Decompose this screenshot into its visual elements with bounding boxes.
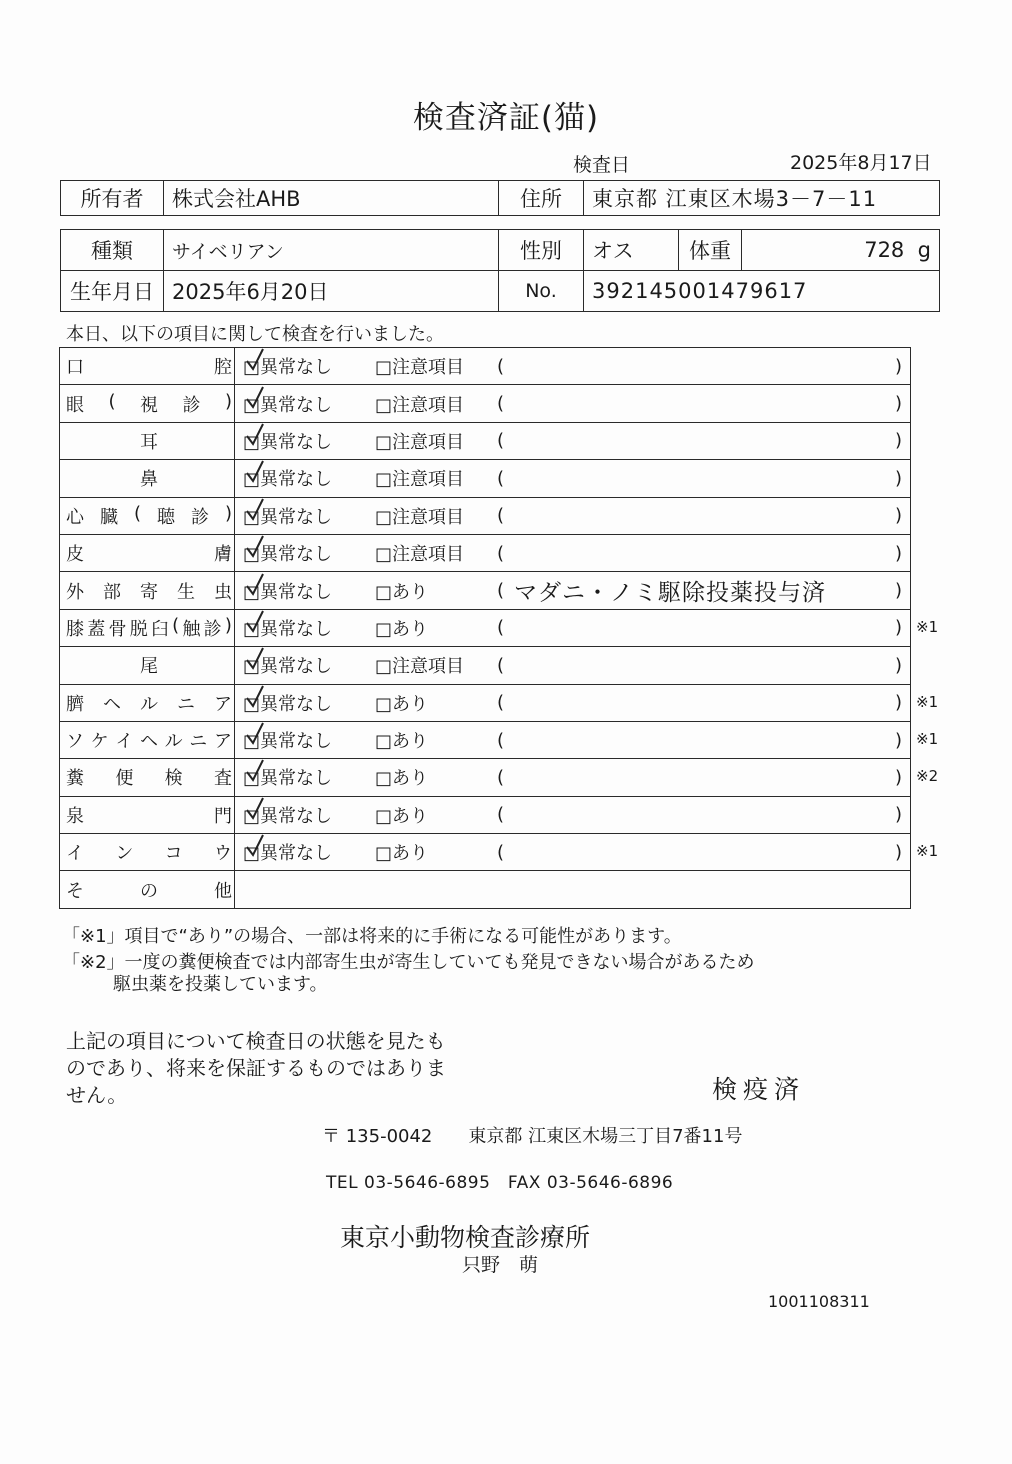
birth-value: 2025年6月20日	[164, 271, 499, 312]
caution-checkbox[interactable]: □注意項目	[375, 357, 465, 379]
breed-value: サイベリアン	[164, 230, 499, 271]
normal-checkbox[interactable]: □異常なし	[243, 353, 375, 379]
other-remarks	[235, 871, 911, 908]
remarks-field: ( )	[497, 393, 902, 415]
exam-result	[235, 348, 911, 385]
address-label: 住所	[499, 181, 584, 216]
normal-checkbox[interactable]: □異常なし	[243, 764, 375, 790]
weight-label: 体重	[679, 230, 742, 271]
remarks-field: ( )	[497, 505, 902, 527]
exam-item-label: 膝 蓋 骨 脱 臼 ( 触 診 )	[60, 609, 235, 646]
exam-result	[235, 684, 911, 721]
remarks-field: ( )	[497, 467, 902, 489]
exam-row	[60, 422, 911, 459]
remarks-field: ( )	[497, 654, 902, 676]
exam-result	[235, 609, 911, 646]
exam-item-label: 心 臓 ( 聴 診 )	[60, 497, 235, 534]
no-value: 392145001479617	[584, 271, 940, 312]
reference-mark: ※1	[916, 842, 939, 861]
address-value: 東京都 江東区木場3－7－11	[584, 181, 940, 216]
exam-result	[235, 834, 911, 871]
reference-mark: ※1	[916, 730, 939, 749]
exam-result	[235, 385, 911, 422]
remarks-field: ( )	[497, 355, 902, 377]
serial-number: 1001108311	[768, 1292, 870, 1311]
exam-row	[60, 759, 911, 796]
remarks-field: ( )	[497, 804, 902, 826]
caution-checkbox[interactable]: □あり	[375, 618, 429, 640]
exam-row	[60, 348, 911, 385]
exam-item-label: そ の 他	[60, 871, 235, 908]
document-title: 検査済証(猫)	[412, 100, 600, 136]
normal-checkbox[interactable]: □異常なし	[243, 802, 375, 828]
owner-table	[60, 180, 940, 216]
remarks-field: ( )	[497, 617, 902, 639]
caution-checkbox[interactable]: □注意項目	[375, 469, 465, 491]
normal-checkbox[interactable]: □異常なし	[243, 652, 375, 678]
normal-checkbox[interactable]: □異常なし	[243, 540, 375, 566]
exam-item-label: 鼻	[60, 460, 235, 497]
exam-table	[59, 347, 911, 909]
sex-label: 性別	[499, 230, 584, 271]
exam-row	[60, 647, 911, 684]
remarks-field: ( マダニ・ノミ駆除投薬投与済 )	[497, 574, 910, 607]
normal-checkbox[interactable]: □異常なし	[243, 690, 375, 716]
exam-item-label: イ ン コ ウ	[60, 834, 235, 871]
exam-result	[235, 534, 911, 571]
caution-checkbox[interactable]: □あり	[375, 805, 429, 827]
exam-row	[60, 796, 911, 833]
remarks-field: ( )	[497, 729, 902, 751]
statement: 上記の項目について検査日の状態を見たものであり、将来を保証するものではありません。	[66, 1029, 446, 1107]
intro-text: 本日、以下の項目に関して検査を行いました。	[66, 324, 444, 345]
no-label: No.	[499, 271, 584, 312]
exam-item-label: 尾	[60, 647, 235, 684]
reference-mark: ※1	[916, 617, 939, 636]
exam-result	[235, 721, 911, 758]
exam-row	[60, 572, 911, 609]
caution-checkbox[interactable]: □注意項目	[375, 506, 465, 528]
exam-item-label: 糞 便 検 査	[60, 759, 235, 796]
exam-result	[235, 759, 911, 796]
exam-item-label: 臍 ヘ ル ニ ア	[60, 684, 235, 721]
exam-item-label: 眼 ( 視 診 )	[60, 385, 235, 422]
normal-checkbox[interactable]: □異常なし	[243, 503, 375, 529]
exam-row	[60, 497, 911, 534]
footnote-2-cont: 駆虫薬を投薬しています。	[113, 974, 328, 995]
weight-value: 728	[864, 238, 905, 262]
exam-row-other	[60, 871, 911, 908]
exam-item-label: ソ ケ イ ヘ ル ニ ア	[60, 721, 235, 758]
weight-cell	[742, 230, 940, 271]
exam-result	[235, 647, 911, 684]
normal-checkbox[interactable]: □異常なし	[243, 839, 375, 865]
remarks-field: ( )	[497, 430, 902, 452]
exam-result	[235, 497, 911, 534]
exam-row	[60, 460, 911, 497]
clinic-address: 〒 135-0042 東京都 江東区木場三丁目7番11号	[322, 1126, 743, 1147]
remarks-field: ( )	[497, 692, 902, 714]
exam-row	[60, 534, 911, 571]
exam-row	[60, 721, 911, 758]
caution-checkbox[interactable]: □注意項目	[375, 656, 465, 678]
remarks-field: ( )	[497, 766, 902, 788]
exam-date-value: 2025年8月17日	[790, 152, 932, 174]
normal-checkbox[interactable]: □異常なし	[243, 615, 375, 641]
caution-checkbox[interactable]: □あり	[375, 693, 429, 715]
footnote-1: 「※1」項目で“あり”の場合、一部は将来的に手術になる可能性があります。	[62, 926, 682, 947]
exam-result	[235, 422, 911, 459]
reference-mark: ※2	[916, 767, 939, 786]
pet-table	[60, 229, 940, 312]
normal-checkbox[interactable]: □異常なし	[243, 428, 375, 454]
exam-item-label: 外 部 寄 生 虫	[60, 572, 235, 609]
owner-label: 所有者	[61, 181, 164, 216]
exam-date-label: 検査日	[573, 154, 631, 176]
remarks-field: ( )	[497, 841, 902, 863]
caution-checkbox[interactable]: □あり	[375, 768, 429, 790]
owner-value: 株式会社AHB	[164, 181, 499, 216]
exam-result	[235, 572, 911, 609]
clinic-name: 東京小動物検査診療所	[339, 1223, 590, 1252]
exam-item-label: 口 腔	[60, 348, 235, 385]
caution-checkbox[interactable]: □あり	[375, 843, 429, 865]
normal-checkbox[interactable]: □異常なし	[243, 578, 375, 604]
exam-row	[60, 609, 911, 646]
quarantine-stamp: 検疫済	[712, 1075, 806, 1104]
normal-checkbox[interactable]: □異常なし	[243, 465, 375, 491]
exam-item-label: 耳	[60, 422, 235, 459]
exam-result	[235, 796, 911, 833]
caution-checkbox[interactable]: □あり	[375, 731, 429, 753]
exam-row	[60, 385, 911, 422]
birth-label: 生年月日	[61, 271, 164, 312]
normal-checkbox[interactable]: □異常なし	[243, 727, 375, 753]
remarks-field: ( )	[497, 542, 902, 564]
exam-row	[60, 834, 911, 871]
exam-item-label: 泉 門	[60, 796, 235, 833]
caution-checkbox[interactable]: □あり	[375, 581, 429, 603]
sex-value: オス	[584, 230, 679, 271]
breed-label: 種類	[61, 230, 164, 271]
caution-checkbox[interactable]: □注意項目	[375, 544, 465, 566]
reference-mark: ※1	[916, 692, 939, 711]
exam-result	[235, 460, 911, 497]
weight-unit: g	[917, 238, 931, 262]
examiner-name: 只野 萌	[461, 1254, 538, 1276]
normal-checkbox[interactable]: □異常なし	[243, 391, 375, 417]
caution-checkbox[interactable]: □注意項目	[375, 394, 465, 416]
exam-row	[60, 684, 911, 721]
exam-item-label: 皮 膚	[60, 534, 235, 571]
remarks-text: マダニ・ノミ駆除投薬投与済	[514, 580, 827, 607]
caution-checkbox[interactable]: □注意項目	[375, 431, 465, 453]
footnote-2: 「※2」一度の糞便検査では内部寄生虫が寄生していても発見できない場合があるため	[62, 952, 755, 973]
clinic-phone: TEL 03-5646-6895 FAX 03-5646-6896	[326, 1173, 674, 1193]
